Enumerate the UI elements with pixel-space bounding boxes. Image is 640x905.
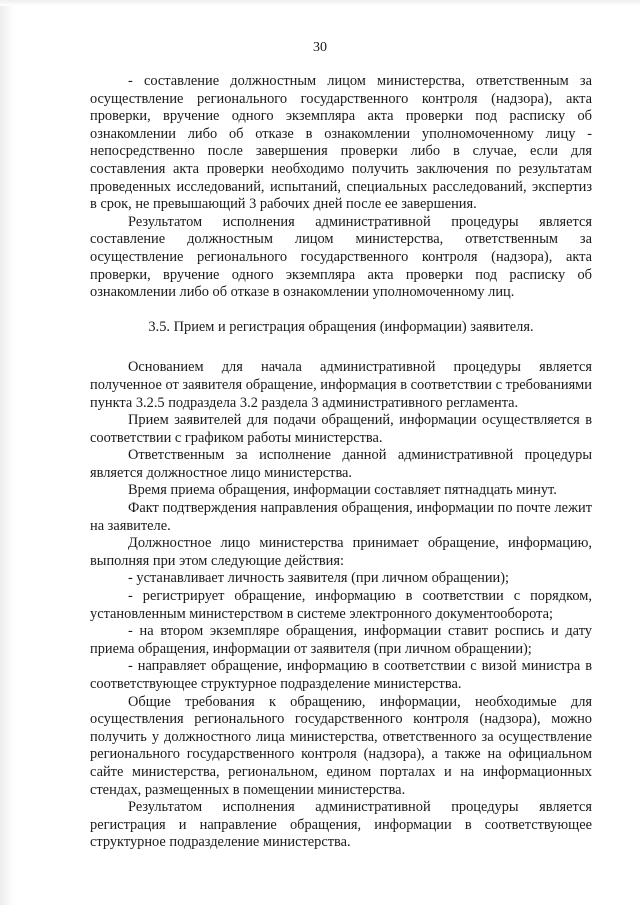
paragraph: Время приема обращения, информации составляет пятнадцать минут.: [128, 482, 557, 499]
scan-edge-top: [0, 0, 640, 6]
scan-edge-left: [0, 0, 14, 905]
list-item: - регистрирует обращение, информацию в соответствии с порядком, установленным министерством в системе электронного документооборота;: [90, 588, 592, 622]
document-body: [90, 73, 592, 852]
paragraph: - составление должностным лицом министерства, ответственным за осуществление регионального государственного контроля (надзора), акта проверки, вручение одного экземпляра акта проверки под расписку об ознакомлении либо об отказе в ознакомлении уполномоченному лицу - непосредственно после завершения проверки либо в случае, если для составления акта проверки необходимо получить заключения по результатам проведенных исследований, испытаний, специальных расследований, экспертиз в срок, не превышающий 3 рабочих дней после ее завершения.: [90, 73, 592, 213]
list-item: - на втором экземпляре обращения, информации ставит роспись и дату приема обращения, информации от заявителя (при личном обращении);: [90, 623, 592, 657]
paragraph: Основанием для начала административной процедуры является полученное от заявителя обращение, информация в соответствии с требованиями пункта 3.2.5 подраздела 3.2 раздела 3 административного регламента.: [90, 359, 592, 411]
list-item: - устанавливает личность заявителя (при личном обращении);: [128, 570, 510, 587]
paragraph: Факт подтверждения направления обращения, информации по почте лежит на заявителе.: [90, 500, 592, 534]
paragraph: Ответственным за исполнение данной административной процедуры является должностное лицо министерства.: [90, 447, 592, 481]
paragraph: Общие требования к обращению, информации, необходимые для осуществления регионального государственного контроля (надзора), можно получить у должностного лица министерства, ответственного за осуществление регионального государственного контроля (надзора), а также на официальном сайте министерства, региональном, едином порталах и на информационных стендах, размещенных в помещении министерства.: [90, 693, 592, 798]
paragraph: Прием заявителей для подачи обращений, информации осуществляется в соответствии с графиком работы министерства.: [90, 412, 592, 446]
paragraph: Результатом исполнения административной процедуры является регистрация и направление обращения, информации в соответствующее структурное подразделение министерства.: [90, 799, 592, 851]
section-heading: 3.5. Прием и регистрация обращения (информации) заявителя.: [148, 318, 534, 335]
page-number: 30: [313, 40, 327, 55]
paragraph: Должностное лицо министерства принимает обращение, информацию, выполняя при этом следующие действия:: [90, 535, 592, 569]
list-item: - направляет обращение, информацию в соответствии с визой министра в соответствующее структурное подразделение министерства.: [90, 658, 592, 692]
paragraph: Результатом исполнения административной процедуры является составление должностным лицом министерства, ответственным за осуществление регионального государственного контроля (надзора), акта проверки, вручение одного экземпляра акта проверки под расписку об ознакомлении либо об отказе в ознакомлении уполномоченному лиц.: [90, 213, 592, 301]
